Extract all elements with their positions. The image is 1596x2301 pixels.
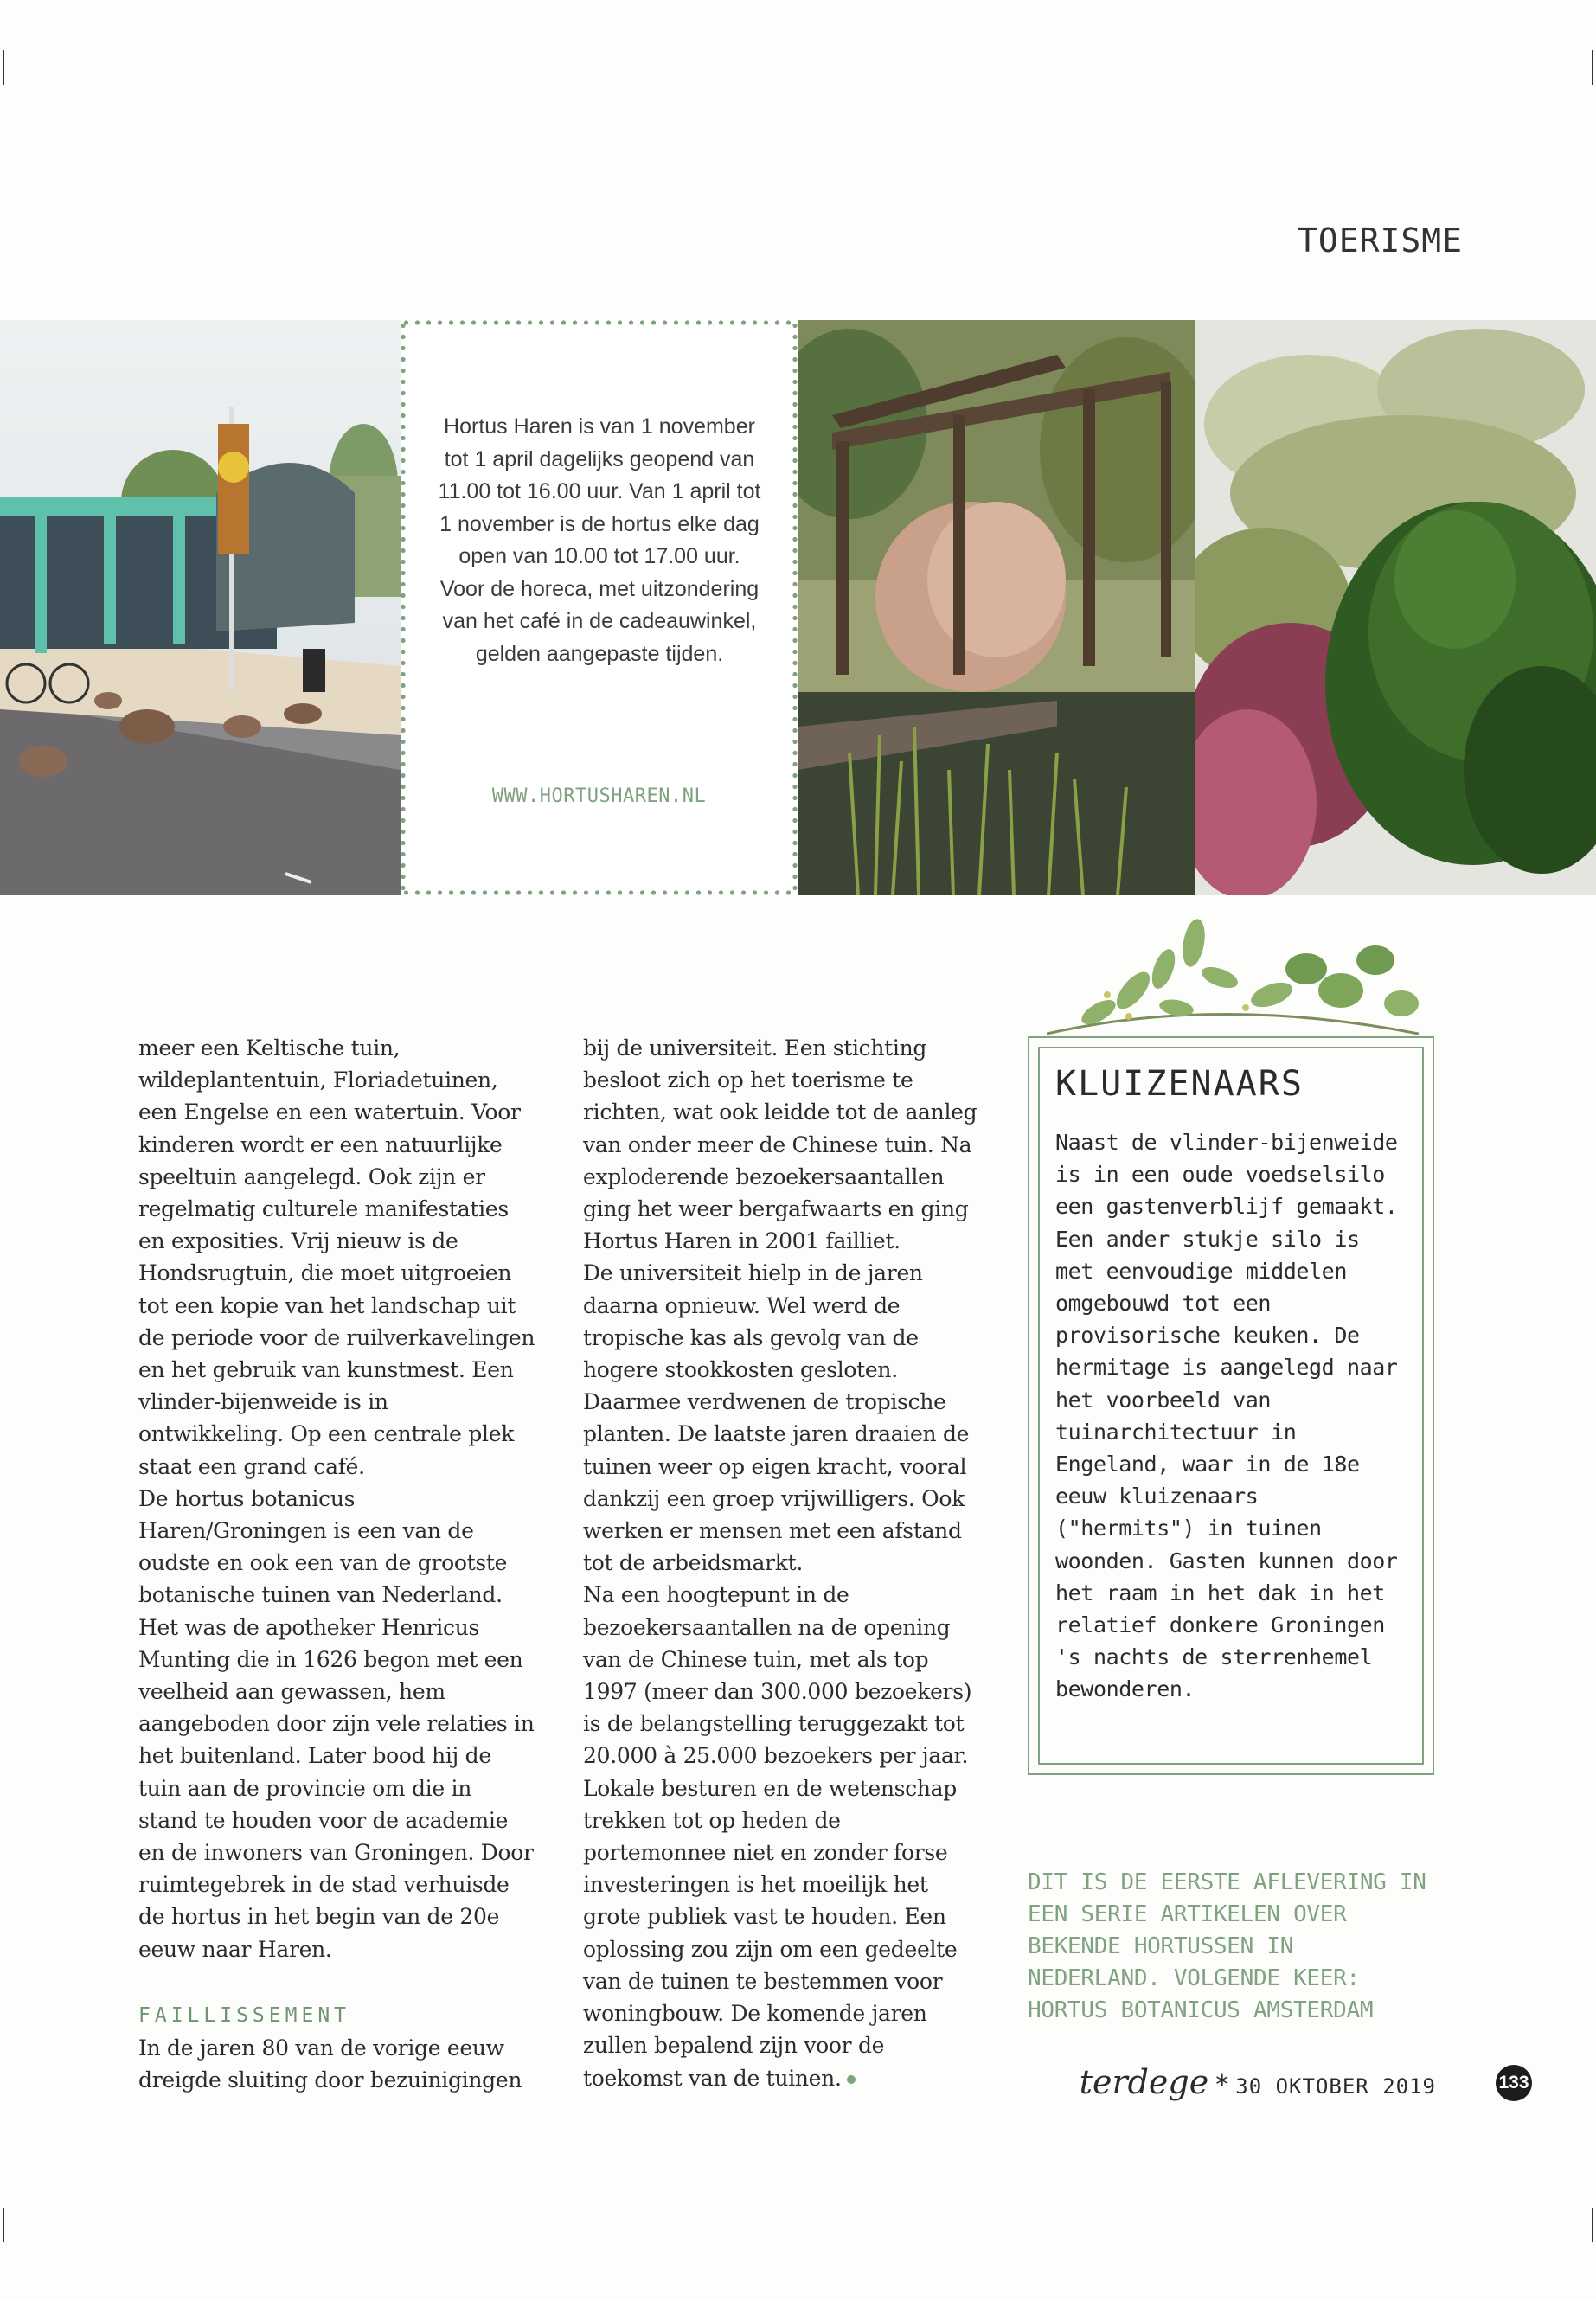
magazine-brand: terdege — [1079, 2063, 1209, 2101]
paragraph: In de jaren 80 van de vorige eeuw dreigde sluiting door bezuinigingen — [138, 2035, 522, 2093]
crop-mark — [1592, 2208, 1593, 2242]
dotted-border — [401, 890, 798, 895]
paragraph: De universiteit hielp in de jaren daarna opnieuw. Wel werd de tropische kas als gevolg van de hogere stookkosten gesloten. Daarmee verdwenen de tropische planten. De laatste jaren draaien de tuinen weer op eigen kracht, vooral dankzij een groep vrijwilligers. Ook werken er mensen met een afstand tot de arbeidsmarkt. — [583, 1260, 970, 1576]
sidebar-box — [1028, 1036, 1434, 1775]
photo-shrubs — [1195, 320, 1596, 895]
paragraph: meer een Keltische tuin, wildeplantentuin, Floriadetuinen, een Engelse en een watertuin. Voor kinderen wordt er een natuurlijke speeltuin aangelegd. Ook zijn er regelmatig culturele manifestaties en exposities. Vrij nieuw is de Hondsrugtuin, die moet uitgroeien tot een kopie van het landschap uit de periode voor de ruilverkavelingen en het gebruik van kunstmest. Een vlinder-bijenweide is in ontwikkeling. Op een centrale plek staat een grand café. — [138, 1035, 535, 1479]
dotted-border — [401, 320, 798, 325]
opening-hours-box — [401, 320, 798, 895]
sidebar-title: KLUIZENAARS — [1055, 1064, 1304, 1104]
section-label: TOERISME — [1298, 221, 1464, 260]
article-column-1 — [138, 1032, 536, 2097]
page-number: 133 — [1496, 2065, 1532, 2101]
photo-pergola-pond — [798, 320, 1195, 895]
crop-mark — [3, 50, 4, 85]
website-link[interactable]: WWW.HORTUSHAREN.NL — [491, 785, 707, 807]
separator: * — [1215, 2070, 1229, 2100]
article-column-2 — [583, 1032, 981, 2094]
issue-date: 30 OKTOBER 2019 — [1235, 2074, 1436, 2099]
sidebar-body: Naast de vlinder-bijenweide is in een oude voedselsilo een gastenverblijf gemaakt. Een ander stukje silo is met eenvoudige middelen omgebouwd tot een provisorische keuken. De hermitage is aangelegd naar het voorbeeld van tuinarchitectuur in Engeland, waar in de 18e eeuw kluizenaars ("hermits") in tuinen woonden. Gasten kunnen door het raam in het dak in het relatief donkere Groningen 's nachts de sterrenhemel bewonderen. — [1055, 1130, 1398, 1702]
paragraph — [583, 1579, 981, 2093]
series-note: DIT IS DE EERSTE AFLEVERING IN EEN SERIE ARTIKELEN OVER BEKENDE HORTUSSEN IN NEDERLAND. VOLGENDE KEER: HORTUS BOTANICUS AMSTERDAM — [1028, 1869, 1426, 2023]
photo-visitor-center — [0, 320, 401, 895]
crop-mark — [3, 2208, 4, 2242]
crop-mark — [1592, 50, 1593, 85]
paragraph: De hortus botanicus Haren/Groningen is een van de oudste en ook een van de grootste botanische tuinen van Nederland. Het was de apotheker Henricus Munting die in 1626 begon met een veelheid aan gewassen, hem aangeboden door zijn vele relaties in het buitenland. Later bood hij de tuin aan de provincie om die in stand te houden voor de academie en de inwoners van Groningen. Door ruimtegebrek in de stad verhuisde de hortus in het begin van de 20e eeuw naar Haren. — [138, 1485, 535, 1962]
paragraph: bij de universiteit. Een stichting besloot zich op het toerisme te richten, wat ook leidde tot de aanleg van onder meer de Chinese tuin. Na exploderende bezoekersaantallen ging het weer bergafwaarts en ging Hortus Haren in 2001 failliet. — [583, 1035, 977, 1254]
leaves-illustration — [1047, 908, 1419, 1038]
end-mark-icon — [847, 2075, 856, 2084]
dotted-border — [401, 320, 406, 895]
opening-hours-text: Hortus Haren is van 1 november tot 1 april dagelijks geopend van 11.00 tot 16.00 uur. Van 1 april tot 1 november is de hortus elke dag open van 10.00 tot 17.00 uur. Voor de horeca, met uitzondering van het café in de cadeauwinkel, gelden aangepaste tijden. — [438, 414, 761, 666]
paragraph-text: Na een hoogtepunt in de bezoekersaantallen na de opening van de Chinese tuin, met als top 1997 (meer dan 300.000 bezoekers) is de belangstelling teruggezakt tot 20.000 à 25.000 bezoekers per jaar. Lokale besturen en de wetenschap trekken tot op heden de portemonnee niet en zonder forse investeringen is het moeilijk het grote publiek vast te houden. Een oplossing zou zijn om een gedeelte van de tuinen te bestemmen voor woningbouw. De komende jaren zullen bepalend zijn voor de toekomst van de tuinen. — [583, 1582, 972, 2091]
footer — [1064, 2063, 1436, 2101]
subheading: FAILLISSEMENT — [138, 2003, 351, 2027]
